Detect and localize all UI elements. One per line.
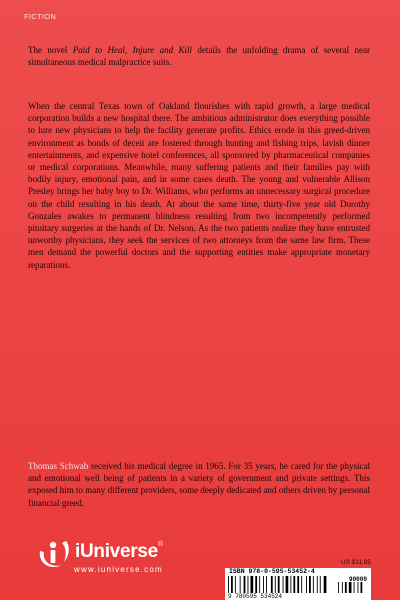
iuniverse-swoosh-icon: [36, 537, 72, 571]
isbn-barcode: [225, 568, 371, 600]
synopsis-intro: [28, 44, 370, 68]
genre-label: FICTION: [24, 12, 57, 21]
price-label: US $11.95: [340, 559, 371, 566]
barcode-bars: [228, 576, 368, 593]
publisher-logo: [36, 537, 186, 577]
isbn-number: ISBN 978-0-595-53452-4: [229, 568, 315, 575]
intro-suffix: details the unfolding drama of several near simultaneous medical malpractice suits.: [28, 45, 370, 68]
author-bio: [28, 460, 370, 509]
publisher-name: iUniverse®: [75, 541, 163, 562]
ean13-digits: 9 780595 534524: [228, 593, 283, 600]
synopsis-body: When the central Texas town of Oakland flourishes with rapid growth, a large medical corporation builds a new hospital there. The ambitious administrator does everything possible to lure new physicians to help the facility generate profits. Ethics erode in this greed-driven environment as bonds of deceit are fostered through hunting and fishing trips, lavish dinner entertainments, and expensive hotel conferences, all sponsored by pharmaceutical companies or medical corporations. Meanwhile, many suffering patients and their families pay with bodily injury, emotional pain, and in some cases death. The young and vulnerable Allison Presley brings her baby boy to Dr. Williams, who performs an unnecessary surgical procedure on the child resulting in his death. At about the same time, thirty-five year old Dorothy Gonzales awakes to permanent blindness resulting from two incompetently performed pituitary surgeries at the hands of Dr. Nelson. As the two patients realize they have entrusted unworthy physicians, they seek the services of two attorneys from the same law firm. These men demand the powerful doctors and the supporting entities make appropriate monetary reparations.: [28, 101, 370, 270]
publisher-url: www.iuniverse.com: [74, 565, 163, 574]
ean5-code: 90000: [348, 576, 367, 583]
intro-prefix: The novel: [28, 45, 73, 55]
author-bio-text: received his medical degree in 1965. For 35 years, he cared for the physical and emotional well being of patients in a variety of government and private settings. This exposed him to many different providers, some deeply dedicated and others driven by personal financial greed.: [28, 461, 370, 508]
book-title: Paid to Heal, Injure and Kill: [72, 45, 192, 55]
author-name: Thomas Schwab: [28, 461, 89, 471]
